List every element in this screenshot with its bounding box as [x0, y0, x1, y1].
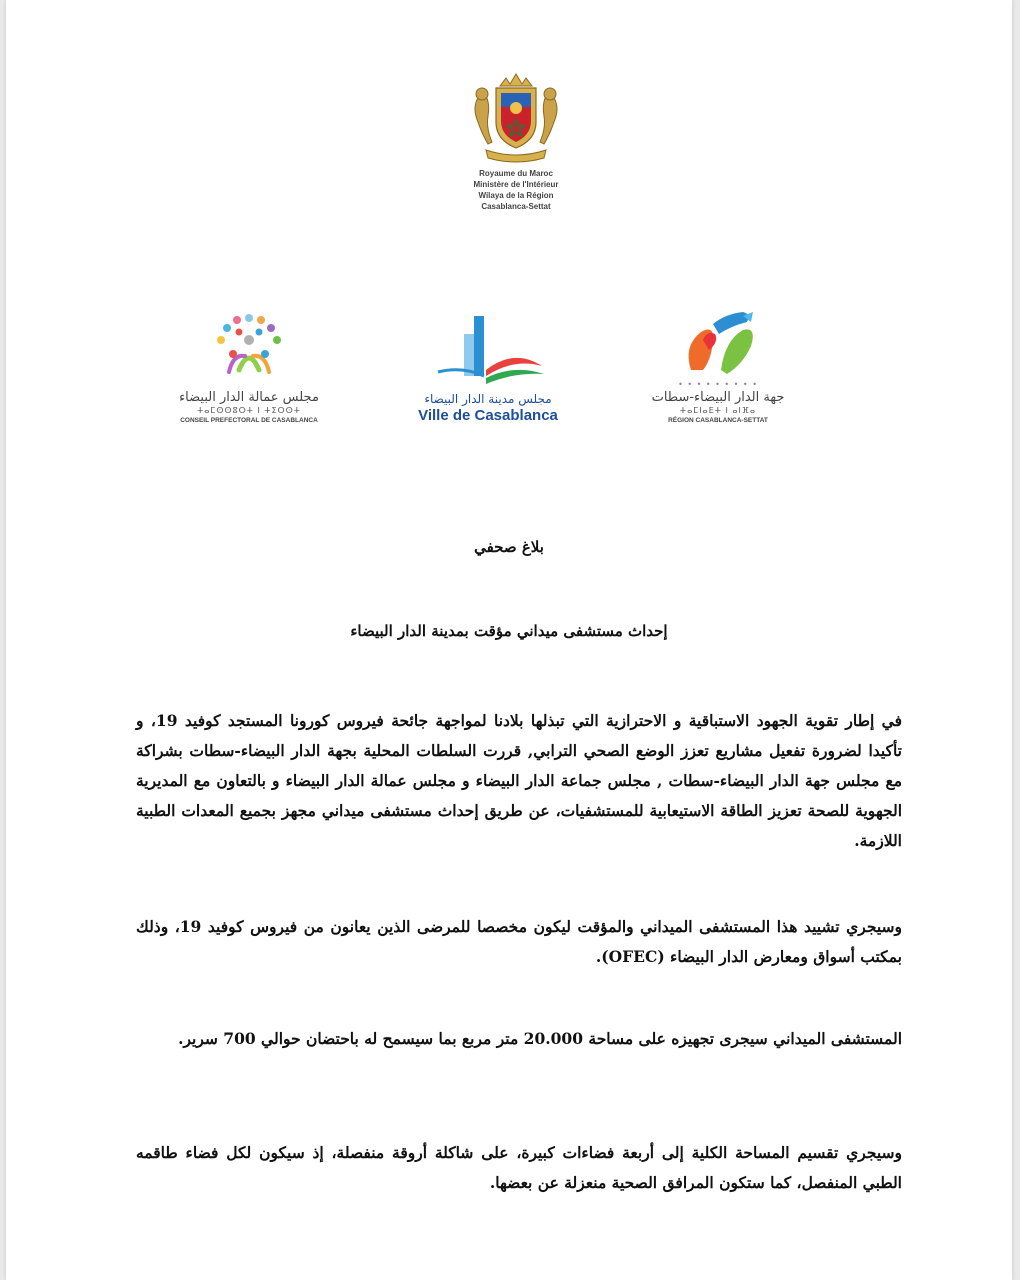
coat-of-arms-icon — [470, 68, 562, 164]
ministry-line: Casablanca-Settat — [481, 202, 551, 211]
paragraph-1: في إطار تقوية الجهود الاستباقية و الاحترازية التي تبذلها بلادنا لمواجهة جائحة فيروس كورونا المستجد كوفيد 19، و تأكيدا لضرورة تفعيل مشاريع تعزز الوضع الصحي الترابي, قررت السلطات المحلية بجهة الدار البيضاء-سطات بشراكة مع مجلس جهة الدار البيضاء-سطات , مجلس جماعة الدار البيضاء و مجلس عمالة الدار البيضاء و بالتعاون مع المديرية الجهوية للصحة تعزيز الطاقة الاستيعابية للمستشفيات، عن طريق إحداث مستشفى ميداني مجهز بجميع المعدات الطبية اللازمة. — [136, 711, 902, 850]
paragraph-2: وسيجري تشييد هذا المستشفى الميداني والمؤقت ليكون مخصصا للمرضى الذين يعانون من فيروس كوفيد 19، وذلك بمكتب أسواق ومعارض الدار البيضاء (OFEC). — [136, 917, 903, 966]
region-logo-icon — [673, 310, 763, 376]
ville-casablanca-logo-icon — [428, 312, 548, 388]
ministry-line: Ministère de l'Intérieur — [473, 180, 559, 189]
logo-ville-de-casablanca — [390, 312, 586, 425]
logo-left-tifinagh: ⵜⴰⵎⵙⵙⵓⵔⵜ ⵏ ⵜⵉⵔⵙⵜ — [197, 406, 301, 415]
ministry-line: Royaume du Maroc — [479, 169, 553, 178]
logo-right-french: RÉGION CASABLANCA-SETTAT — [668, 417, 768, 424]
ministry-text — [426, 168, 606, 212]
ministry-line: Wilaya de la Région — [478, 191, 554, 200]
logo-center-french: Ville de Casablanca — [418, 407, 558, 424]
logo-region-casablanca-settat — [638, 310, 798, 425]
logo-right-tifinagh: ⵜⴰⵎⵏⴰⴹⵜ ⵏ ⴰⵏⴼⴰ — [679, 406, 757, 415]
document-heading: بلاغ صحفي — [474, 538, 544, 556]
logo-left-arabic: مجلس عمالة الدار البيضاء — [179, 390, 319, 405]
royal-coat-of-arms — [466, 68, 566, 164]
paragraph-3: المستشفى الميداني سيجرى تجهيزه على مساحة 20.000 متر مربع بما سيسمح له باحتضان حوالي 700 سرير. — [178, 1029, 902, 1048]
document-subheading: إحداث مستشفى ميداني مؤقت بمدينة الدار البيضاء — [350, 622, 668, 640]
paragraph-4: وسيجري تقسيم المساحة الكلية إلى أربعة فضاءات كبيرة، على شاكلة أروقة منفصلة، إذ سيكون لكل فضاء طاقمه الطبي المنفصل، كما ستكون المرافق الصحية منعزلة عن بعضها. — [136, 1143, 902, 1192]
logo-center-arabic: مجلس مدينة الدار البيضاء — [424, 392, 552, 406]
logo-right-arabic: جهة الدار البيضاء-سطات — [651, 390, 785, 405]
people-circle-logo-icon — [209, 310, 289, 386]
press-release-page — [6, 0, 1012, 1280]
logo-right-dots: • • • • • • • • • — [678, 380, 758, 389]
logo-left-french: CONSEIL PREFECTORAL DE CASABLANCA — [180, 417, 318, 424]
logo-conseil-prefectoral — [164, 310, 334, 425]
